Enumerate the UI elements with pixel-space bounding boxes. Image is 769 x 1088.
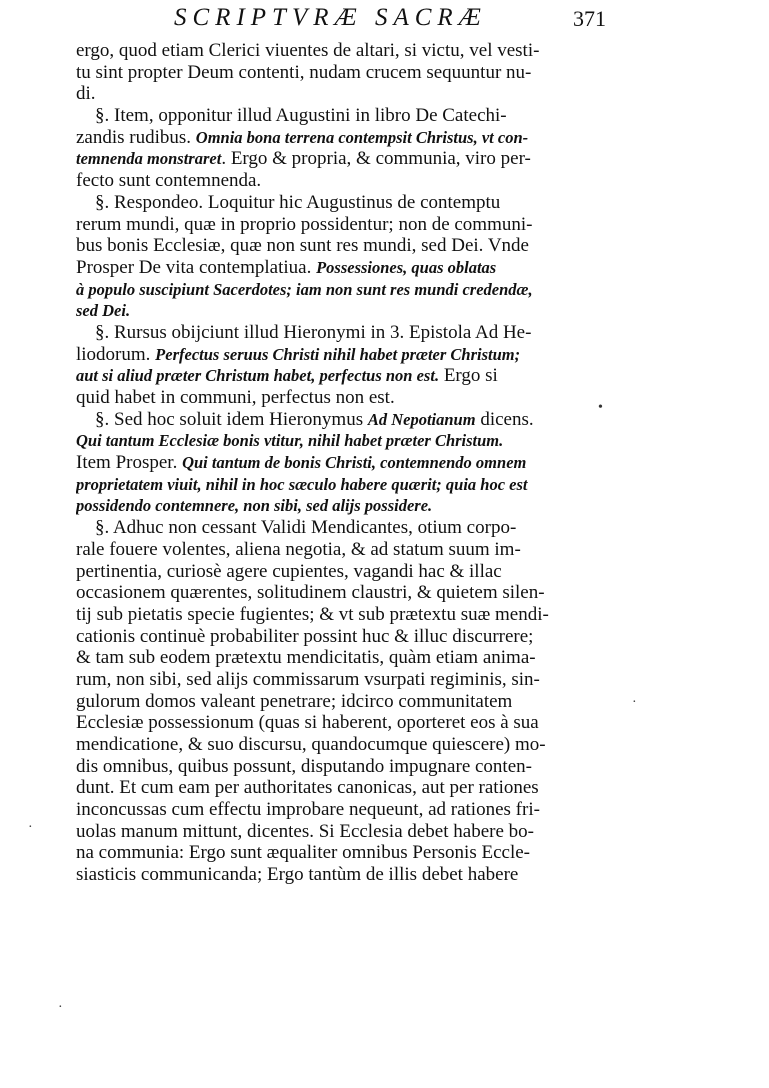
text-line — [76, 430, 606, 452]
text-line — [76, 842, 606, 864]
page-header — [76, 4, 606, 44]
text-segment: bus bonis Ecclesiæ, quæ non sunt res mundi, sed Dei. Vnde — [76, 235, 529, 257]
text-segment: & tam sub eodem prætextu mendicitatis, quàm etiam anima- — [76, 647, 536, 669]
italic-quotation: à populo suscipiunt Sacerdotes; iam non sunt res mundi credendæ, — [76, 279, 533, 299]
body-text — [76, 40, 606, 886]
text-line — [76, 626, 606, 648]
text-line — [76, 409, 606, 431]
text-segment: na communia: Ergo sunt æqualiter omnibus Personis Eccle- — [76, 842, 530, 864]
text-segment: rum, non sibi, sed alijs commissarum vsurpati regiminis, sin- — [76, 668, 540, 690]
text-segment: dis omnibus, quibus possunt, disputando impugnare conten- — [76, 755, 532, 777]
text-segment: ergo, quod etiam Clerici viuentes de altari, si victu, vel vesti- — [76, 40, 540, 61]
text-line — [76, 322, 606, 344]
italic-quotation: sed Dei. — [76, 301, 131, 321]
text-line — [76, 539, 606, 561]
text-segment: inconcussas cum effectu improbare nequeunt, ad rationes fri- — [76, 799, 540, 821]
text-line — [76, 344, 606, 366]
text-line — [76, 257, 606, 279]
italic-quotation: Qui tantum Ecclesiæ bonis vtitur, nihil habet præter Christum. — [76, 431, 504, 451]
text-line — [76, 647, 606, 669]
text-segment: di. — [76, 83, 96, 105]
text-line — [76, 734, 606, 756]
text-segment: rale fouere volentes, aliena negotia, & ad statum suum im- — [76, 538, 521, 560]
margin-speck: · — [632, 695, 637, 710]
text-line — [76, 300, 606, 322]
text-segment: dicens. — [475, 408, 534, 430]
text-segment: . Ergo & propria, & communia, viro per- — [221, 148, 531, 170]
italic-quotation: temnenda monstraret — [76, 149, 222, 169]
text-line — [76, 799, 606, 821]
text-line — [76, 712, 606, 734]
italic-quotation: Possessiones, quas oblatas — [316, 257, 497, 277]
text-segment: Item Prosper. — [76, 452, 183, 474]
text-line — [76, 148, 606, 170]
italic-quotation: proprietatem viuit, nihil in hoc sæculo habere quærit; quia hoc est — [76, 474, 528, 494]
italic-quotation: Qui tantum de bonis Christi, contemnendo omnem — [182, 453, 527, 473]
text-line — [76, 365, 606, 387]
italic-quotation: aut si aliud præter Christum habet, perfectus non est. — [76, 366, 440, 386]
text-line — [76, 279, 606, 301]
text-line — [76, 235, 606, 257]
margin-speck: • — [598, 400, 603, 415]
text-line — [76, 387, 606, 409]
text-segment: zandis rudibus. — [76, 126, 196, 148]
text-segment: uolas manum mittunt, dicentes. Si Ecclesia debet habere bo- — [76, 820, 534, 842]
text-segment: siasticis communicanda; Ergo tantùm de illis debet habere — [76, 864, 519, 886]
text-segment: §. Sed hoc soluit idem Hieronymus — [76, 408, 368, 430]
text-line — [76, 756, 606, 778]
text-line — [76, 691, 606, 713]
text-line — [76, 105, 606, 127]
text-line — [76, 127, 606, 149]
italic-quotation: Omnia bona terrena contempsit Christus, vt con- — [195, 127, 529, 147]
italic-quotation: Perfectus seruus Christi nihil habet præter Christum; — [155, 344, 521, 364]
text-segment: §. Item, opponitur illud Augustini in libro De Catechi- — [76, 105, 507, 127]
text-segment: dunt. Et cum eam per authoritates canonicas, aut per rationes — [76, 777, 539, 799]
text-segment: Prosper De vita contemplatiua. — [76, 256, 317, 278]
text-line — [76, 62, 606, 84]
margin-speck: · — [28, 820, 33, 835]
text-line — [76, 474, 606, 496]
text-line — [76, 170, 606, 192]
text-segment: fecto sunt contemnenda. — [76, 170, 262, 192]
text-segment: cationis continuè probabiliter possint huc & illuc discurrere; — [76, 625, 534, 647]
text-line — [76, 582, 606, 604]
text-line — [76, 517, 606, 539]
italic-quotation: Ad Nepotianum — [367, 409, 476, 429]
running-head: SCRIPTVRÆ SACRÆ — [174, 4, 487, 31]
text-line — [76, 821, 606, 843]
text-line — [76, 669, 606, 691]
text-segment: §. Adhuc non cessant Validi Mendicantes, otium corpo- — [76, 517, 517, 539]
text-segment: §. Rursus obijciunt illud Hieronymi in 3. Epistola Ad He- — [76, 321, 532, 343]
text-line — [76, 192, 606, 214]
text-segment: Ecclesiæ possessionum (quas si haberent, oporteret eos à sua — [76, 712, 539, 734]
text-segment: Ergo si — [439, 365, 498, 387]
text-segment: mendicatione, & suo discursu, quandocumque quiescere) mo- — [76, 734, 546, 755]
text-line — [76, 777, 606, 799]
text-segment: tu sint propter Deum contenti, nudam crucem sequuntur nu- — [76, 61, 532, 83]
text-segment: gulorum domos valeant penetrare; idcirco communitatem — [76, 690, 513, 712]
page-number: 371 — [573, 6, 606, 31]
text-line — [76, 495, 606, 517]
text-line — [76, 452, 606, 474]
text-line — [76, 561, 606, 583]
text-line — [76, 83, 606, 105]
text-segment: occasionem quærentes, solitudinem claustri, & quietem silen- — [76, 582, 545, 604]
text-segment: pertinentia, curiosè agere cupientes, vagandi hac & illac — [76, 560, 502, 582]
text-line — [76, 40, 606, 62]
text-line — [76, 864, 606, 886]
text-line — [76, 214, 606, 236]
italic-quotation: possidendo contemnere, non sibi, sed alijs possidere. — [76, 496, 433, 516]
text-line — [76, 604, 606, 626]
text-segment: liodorum. — [76, 343, 156, 365]
text-segment: §. Respondeo. Loquitur hic Augustinus de contemptu — [76, 191, 501, 213]
text-segment: rerum mundi, quæ in proprio possidentur; non de communi- — [76, 213, 533, 235]
margin-speck: · — [58, 1000, 63, 1015]
text-segment: tij sub pietatis specie fugientes; & vt sub prætextu suæ mendi- — [76, 603, 549, 625]
text-segment: quid habet in communi, perfectus non est. — [76, 387, 395, 408]
